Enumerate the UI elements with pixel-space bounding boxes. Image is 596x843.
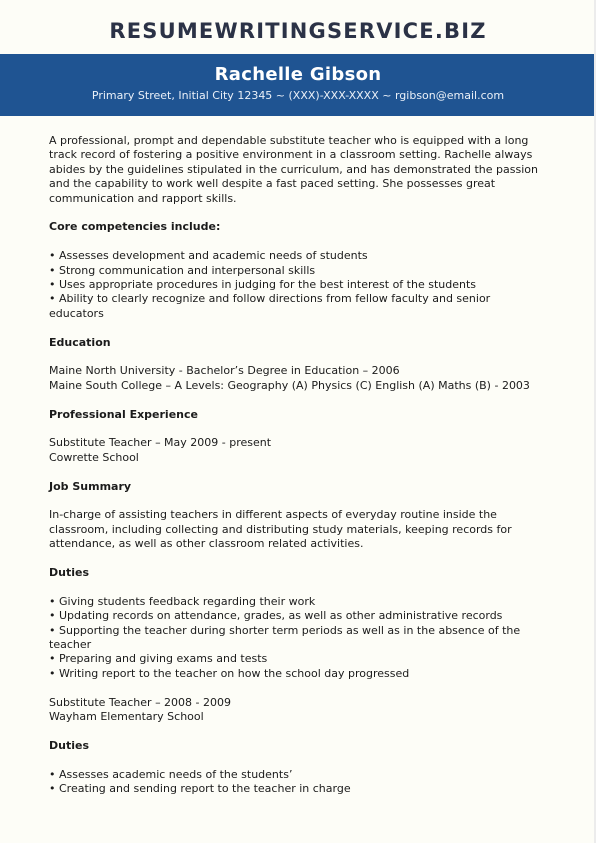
competency-item: • Assesses development and academic needs of students <box>49 249 368 263</box>
job-summary-line: In-charge of assisting teachers in different aspects of everyday routine inside the <box>49 508 497 522</box>
education-item: Maine South College – A Levels: Geography (A) Physics (C) English (A) Maths (B) - 2003 <box>49 378 530 392</box>
competency-item: • Uses appropriate procedures in judging for the best interest of the students <box>49 278 477 292</box>
duties-heading: Duties <box>49 566 89 580</box>
duty-item: • Updating records on attendance, grades, as well as other administrative records <box>49 609 503 623</box>
resume-header <box>0 54 596 116</box>
resume-body <box>0 116 596 796</box>
summary-line: A professional, prompt and dependable substitute teacher who is equipped with a long <box>49 134 529 147</box>
duty-item: • Supporting the teacher during shorter term periods as well as in the absence of the <box>49 623 521 637</box>
summary-line: track record of fostering a positive environment in a classroom setting. Rachelle always <box>49 148 533 162</box>
duty-item: • Preparing and giving exams and tests <box>49 652 268 666</box>
job-school: Cowrette School <box>49 450 139 464</box>
education-item: Maine North University - Bachelor’s Degree in Education – 2006 <box>49 364 400 378</box>
competency-item: • Strong communication and interpersonal skills <box>49 263 316 277</box>
summary-paragraph <box>49 134 547 206</box>
job-summary-line: classroom, including collecting and distributing study materials, keeping records for <box>49 522 512 536</box>
summary-line: communication and rapport skills. <box>49 191 237 205</box>
candidate-name: Rachelle Gibson <box>214 64 382 85</box>
experience-heading: Professional Experience <box>49 407 198 421</box>
job-title: Substitute Teacher – 2008 - 2009 <box>49 695 232 709</box>
competencies-heading: Core competencies include: <box>49 220 221 234</box>
duty-item: • Giving students feedback regarding their work <box>49 594 316 608</box>
competencies-list <box>49 249 547 321</box>
duty-item: • Assesses academic needs of the students’ <box>49 767 293 781</box>
competency-item: • Ability to clearly recognize and follow directions from fellow faculty and senior <box>49 292 491 306</box>
job-title: Substitute Teacher – May 2009 - present <box>49 436 272 450</box>
duty-item: teacher <box>49 638 92 652</box>
site-banner: RESUMEWRITINGSERVICE.BIZ <box>109 19 487 43</box>
education-heading: Education <box>49 335 111 349</box>
summary-line: and the capability to work well despite a fast paced setting. She possesses great <box>49 177 496 191</box>
duties-heading: Duties <box>49 738 89 752</box>
job-summary-line: attendance, as well as other classroom related activities. <box>49 537 364 551</box>
duty-item: • Writing report to the teacher on how the school day progressed <box>49 666 410 680</box>
contact-line: Primary Street, Initial City 12345 ~ (XXX)-XXX-XXXX ~ rgibson@email.com <box>91 89 505 102</box>
competency-item: educators <box>49 306 104 320</box>
job-school: Wayham Elementary School <box>49 710 204 724</box>
summary-line: abides by the guidelines stipulated in the curriculum, and has demonstrated the passion <box>49 162 538 176</box>
job-summary-heading: Job Summary <box>49 479 132 493</box>
duty-item: • Creating and sending report to the teacher in charge <box>49 782 351 796</box>
